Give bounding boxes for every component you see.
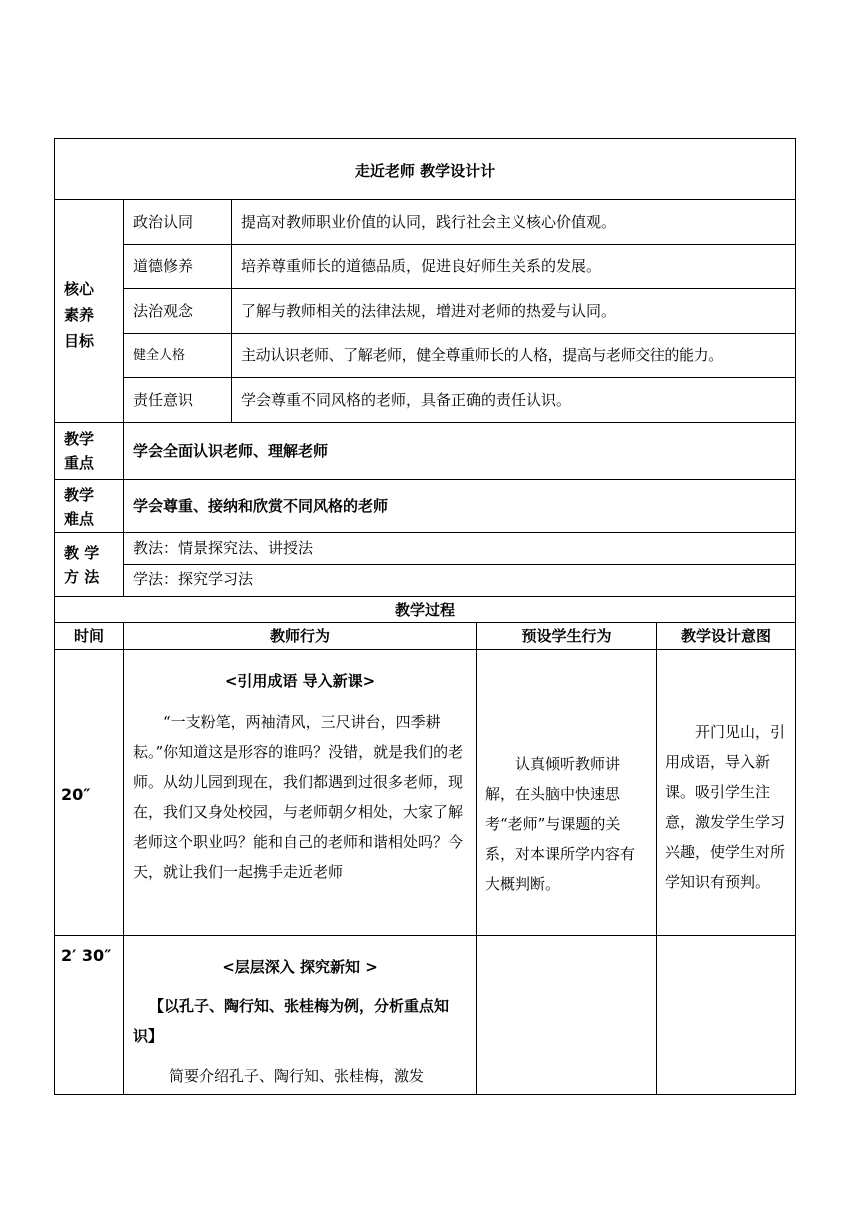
divider — [55, 479, 795, 480]
goal-name: 法治观念 — [133, 302, 194, 320]
label-line: 难点 — [64, 510, 95, 528]
label-line: 教学 — [64, 430, 95, 448]
label-line: 方 法 — [64, 568, 100, 586]
core-goals-label — [64, 276, 94, 354]
divider — [55, 532, 795, 533]
label-line: 素养 — [64, 306, 95, 324]
divider — [55, 422, 795, 423]
goal-text: 培养尊重师长的道德品质，促进良好师生关系的发展。 — [241, 257, 602, 275]
label-line: 教学 — [64, 486, 95, 504]
goal-text: 学会尊重不同风格的老师，具备正确的责任认识。 — [241, 391, 572, 409]
teacher-text: “一支粉笔，两袖清风，三尺讲台，四季耕耘。”你知道这是形容的谁吗？没错，就是我们的老师。从幼儿园到现在，我们都遇到过很多老师，现在，我们又身处校园，与老师朝夕相处，大家了解老师这个职业吗？能和自己的老师和谐相处吗？今天，就让我们一起携手走近老师 — [133, 713, 464, 881]
row-time: 20″ — [61, 785, 91, 804]
divider — [123, 622, 124, 1094]
goal-text: 提高对教师职业价值的认同，践行社会主义核心价值观。 — [241, 213, 617, 231]
divider — [123, 244, 795, 245]
goal-text: 主动认识老师、了解老师，健全尊重师长的人格，提高与老师交往的能力。 — [241, 346, 723, 364]
header-student-action: 预设学生行为 — [521, 627, 612, 645]
divider — [123, 564, 795, 565]
divider — [123, 333, 795, 334]
goal-name: 责任意识 — [133, 391, 194, 409]
teaching-method: 教法：情景探究法、讲授法 — [133, 539, 314, 557]
section-heading: <层层深入 探究新知 > — [222, 958, 378, 976]
divider — [123, 199, 124, 596]
goal-name: 健全人格 — [133, 348, 186, 363]
label-line: 目标 — [64, 332, 95, 350]
header-design-intent: 教学设计意图 — [680, 627, 771, 645]
label-line: 教 学 — [64, 544, 100, 562]
header-teacher-action: 教师行为 — [269, 627, 330, 645]
section-subheading: 【以孔子、陶行知、张桂梅为例，分析重点知识】 — [133, 997, 450, 1045]
divider — [55, 622, 795, 623]
difficulty-label — [64, 483, 94, 531]
process-title: 教学过程 — [394, 601, 455, 619]
divider — [123, 377, 795, 378]
divider — [55, 649, 795, 650]
divider — [656, 622, 657, 1094]
section-heading: <引用成语 导入新课> — [224, 672, 376, 690]
header-time: 时间 — [73, 627, 104, 645]
learning-method: 学法：探究学习法 — [133, 570, 254, 588]
difficulty-text: 学会尊重、接纳和欣赏不同风格的老师 — [133, 497, 389, 515]
divider — [55, 935, 795, 936]
divider — [123, 288, 795, 289]
document-title: 走近老师 教学设计计 — [354, 162, 496, 180]
methods-label — [64, 541, 99, 589]
teacher-text: 简要介绍孔子、陶行知、张桂梅，激发 — [169, 1067, 425, 1085]
row-time: 2′ 30″ — [61, 946, 112, 965]
goal-name: 政治认同 — [133, 213, 194, 231]
student-text: 认真倾听教师讲解，在头脑中快速思考“老师”与课题的关系，对本课所学内容有大概判断。 — [485, 755, 636, 893]
divider — [55, 596, 795, 597]
lesson-plan-table — [54, 138, 796, 1095]
goal-name: 道德修养 — [133, 257, 194, 275]
key-point-label — [64, 427, 94, 475]
divider — [231, 199, 232, 422]
label-line: 核心 — [64, 280, 95, 298]
divider — [55, 199, 795, 200]
goal-text: 了解与教师相关的法律法规，增进对老师的热爱与认同。 — [241, 302, 617, 320]
key-point-text: 学会全面认识老师、理解老师 — [133, 442, 329, 460]
intent-text: 开门见山，引用成语，导入新课。吸引学生注意，激发学生学习兴趣，使学生对所学知识有预判。 — [665, 723, 786, 891]
label-line: 重点 — [64, 454, 95, 472]
divider — [476, 622, 477, 1094]
